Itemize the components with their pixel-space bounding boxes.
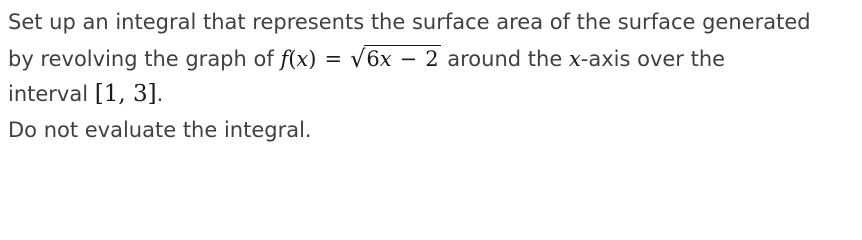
radicand-constant: 2 — [425, 47, 439, 71]
question-line-2 — [8, 40, 858, 76]
question-line-4 — [8, 112, 858, 148]
radicand — [364, 45, 440, 71]
interval-end: 3 — [133, 81, 148, 107]
question-text-axis: -axis over the — [580, 47, 726, 71]
interval-comma: , — [118, 81, 126, 107]
function-variable: x — [296, 47, 309, 71]
function-expression — [280, 47, 447, 71]
interval-expression — [95, 81, 157, 107]
question-text-interval: interval — [8, 82, 89, 106]
question-text-around: around the — [447, 47, 563, 71]
equals-sign: = — [324, 47, 343, 71]
radicand-minus: − — [399, 47, 418, 71]
question-line-1 — [8, 4, 858, 40]
axis-variable: x — [568, 47, 581, 71]
instruction-text: Do not evaluate the integral. — [8, 118, 312, 142]
interval-open-bracket: [ — [94, 81, 104, 107]
function-paren-close: ) — [308, 47, 317, 71]
square-root — [350, 40, 441, 77]
question-text — [8, 4, 858, 148]
interval-start: 1 — [103, 81, 119, 107]
function-name: f — [280, 47, 289, 71]
question-period: . — [156, 82, 164, 106]
radicand-coefficient: 6 — [366, 47, 380, 71]
question-text-revolving: by revolving the graph of — [8, 47, 274, 71]
interval-close-bracket: ] — [147, 81, 157, 107]
radicand-variable: x — [379, 47, 392, 71]
radical-symbol: √ — [350, 45, 366, 73]
function-paren-open: ( — [288, 47, 297, 71]
question-sentence-start: Set up an integral that represents the surface area of the surface generated — [8, 10, 811, 34]
question-line-3 — [8, 76, 858, 112]
